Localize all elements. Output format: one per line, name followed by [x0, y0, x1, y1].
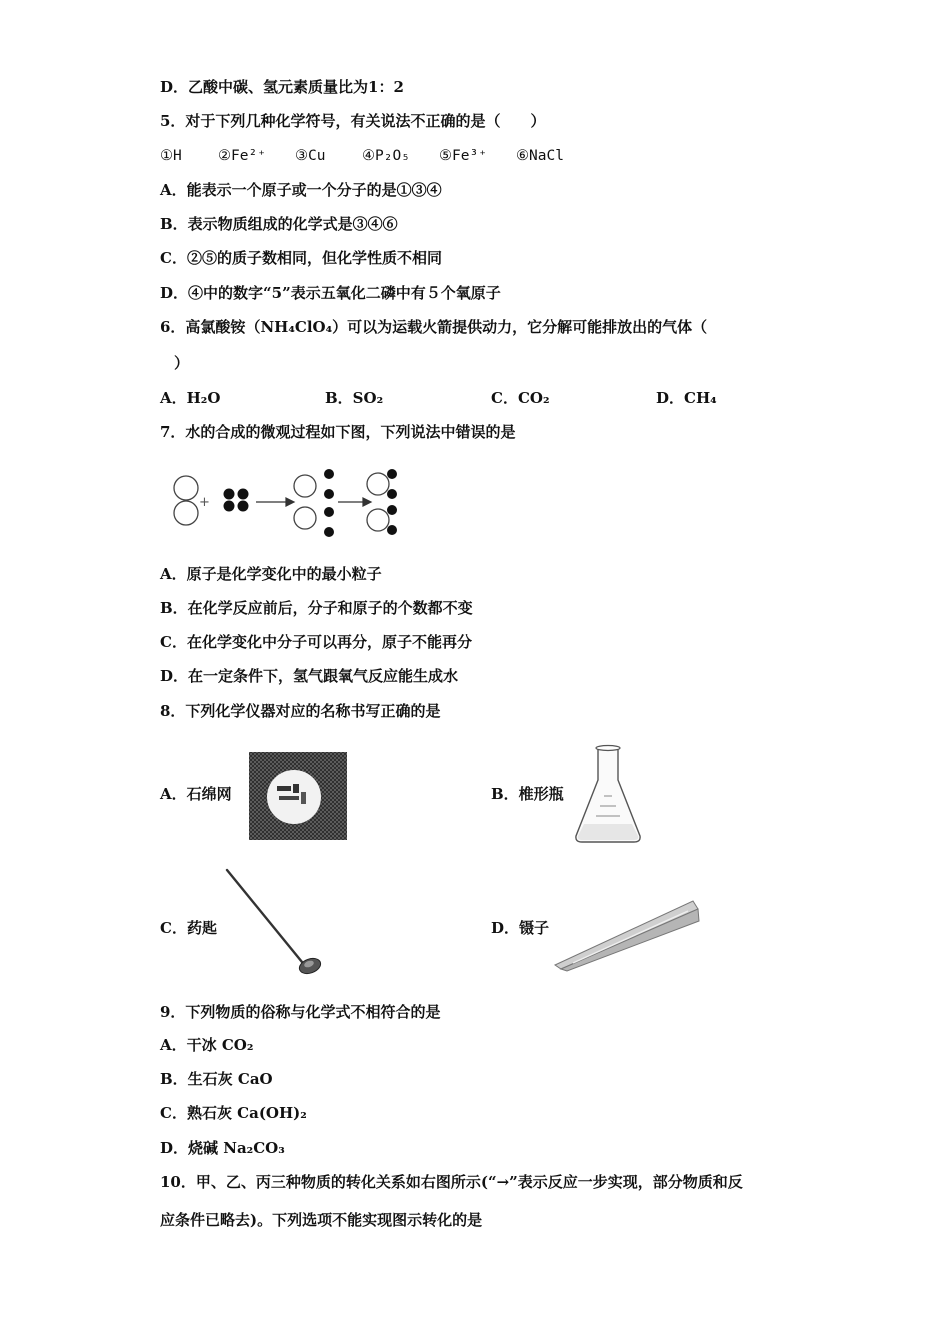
q7-option-d: D．在一定条件下，氢气跟氧气反应能生成水 [160, 667, 459, 685]
separated-atoms-icon [294, 469, 334, 537]
q5-symbol-5: ⑤Fe³⁺ [439, 148, 487, 164]
q7-option-a: A．原子是化学变化中的最小粒子 [160, 565, 382, 583]
q5-stem: 5．对于下列几种化学符号，有关说法不正确的是（ ） [160, 112, 546, 130]
q4-option-d: D．乙酸中碳、氢元素质量比为1：2 [160, 78, 404, 96]
wire-gauze-image [249, 752, 347, 840]
q5-option-b: B．表示物质组成的化学式是③④⑥ [160, 215, 398, 233]
q7-stem: 7．水的合成的微观过程如下图，下列说法中错误的是 [160, 423, 516, 441]
q5-symbol-3: ③Cu [295, 148, 326, 164]
tweezers-image [553, 895, 701, 975]
water-molecule-icon [367, 469, 397, 499]
arrow-right-icon [338, 498, 371, 506]
q7-option-c: C．在化学变化中分子可以再分，原子不能再分 [160, 633, 472, 651]
plus-sign: + [199, 495, 210, 510]
q9-stem: 9．下列物质的俗称与化学式不相符合的是 [160, 1003, 441, 1021]
q9-option-b: B．生石灰 CaO [160, 1070, 273, 1088]
hydrogen-molecule-icon [174, 476, 198, 525]
q8-option-a: A．石绵网 [160, 785, 232, 803]
q10-stem-line2: 应条件已略去)。下列选项不能实现图示转化的是 [160, 1211, 483, 1229]
q10-stem-line1: 10．甲、乙、丙三种物质的转化关系如右图所示(“→”表示反应一步实现，部分物质和反 [160, 1173, 743, 1191]
q5-symbol-4: ④P₂O₅ [362, 148, 410, 164]
q6-option-b: B．SO₂ [325, 389, 384, 407]
q6-stem-line2: ） [174, 354, 190, 372]
q6-option-c: C．CO₂ [491, 389, 550, 407]
q6-stem-line1: 6．高氯酸铵（NH₄ClO₄）可以为运载火箭提供动力，它分解可能排放出的气体（ [160, 318, 708, 336]
q5-option-a: A．能表示一个原子或一个分子的是①③④ [160, 181, 442, 199]
q5-option-c: C．②⑤的质子数相同，但化学性质不相同 [160, 249, 442, 267]
q9-option-c: C．熟石灰 Ca(OH)₂ [160, 1104, 307, 1122]
q5-symbol-1: ①H [160, 148, 182, 164]
q5-option-d: D．④中的数字“5”表示五氧化二磷中有５个氧原子 [160, 284, 501, 302]
oxygen-molecule-icon [224, 489, 249, 512]
q9-option-a: A．干冰 CO₂ [160, 1036, 254, 1054]
medicine-spoon-image [222, 866, 328, 978]
q7-option-b: B．在化学反应前后，分子和原子的个数都不变 [160, 599, 473, 617]
q5-symbol-6: ⑥NaCl [516, 148, 564, 164]
q9-option-d: D．烧碱 Na₂CO₃ [160, 1139, 285, 1157]
q8-option-c: C．药匙 [160, 919, 217, 937]
water-synthesis-diagram [168, 462, 418, 542]
conical-flask-image [570, 744, 646, 846]
q8-option-d: D．镊子 [491, 919, 550, 937]
water-molecule-icon [367, 505, 397, 535]
q5-symbol-2: ②Fe²⁺ [218, 148, 266, 164]
arrow-right-icon [256, 498, 294, 506]
q8-stem: 8．下列化学仪器对应的名称书写正确的是 [160, 702, 441, 720]
q6-option-a: A．H₂O [160, 389, 221, 407]
q8-option-b: B．椎形瓶 [491, 785, 564, 803]
q6-option-d: D．CH₄ [656, 389, 717, 407]
